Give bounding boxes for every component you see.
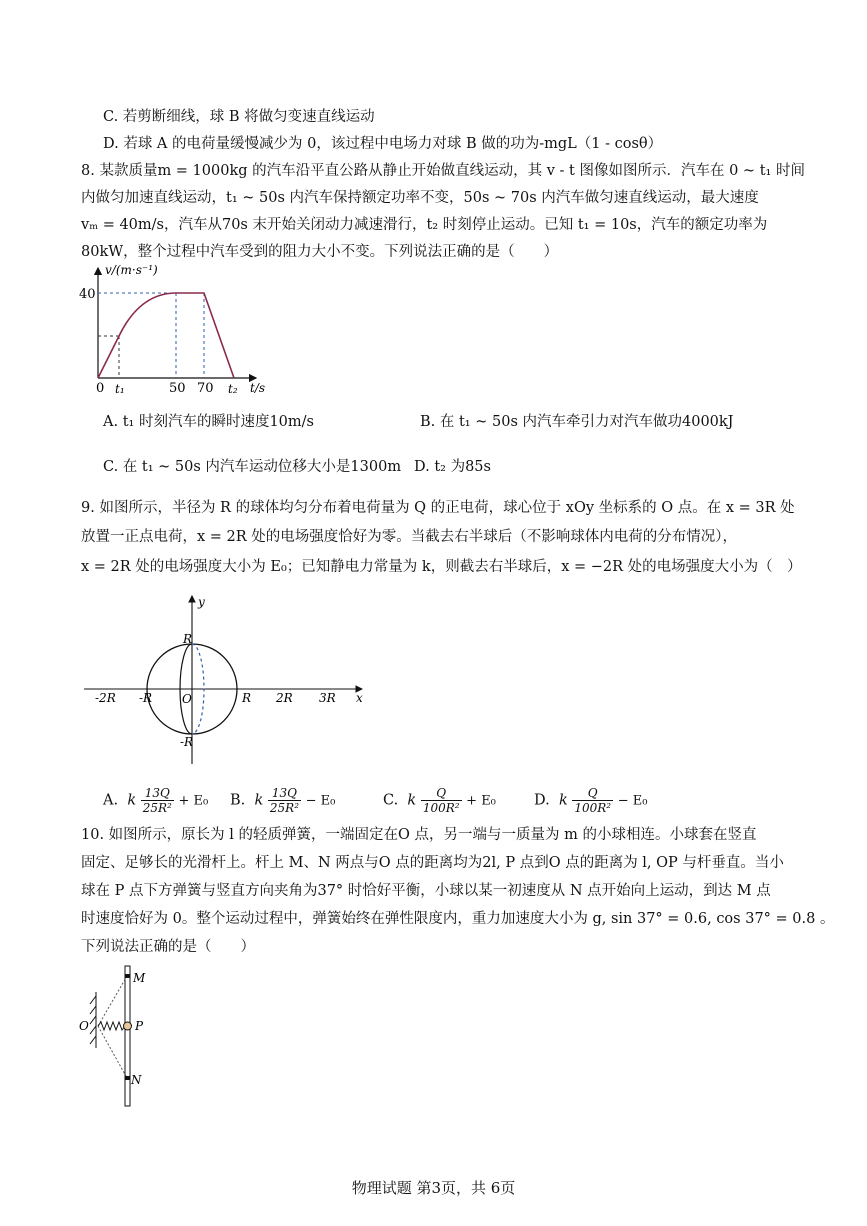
q9-option-c: C. k $\frac{Q}{\text{100R²}}$ + E₀ [383, 786, 496, 815]
q10-line-1: 10. 如图所示，原长为 l 的轻质弹簧，一端固定在O 点，另一端与一质量为 m 的小球相连。小球套在竖直 [81, 827, 757, 843]
q9-2r: 2R [276, 691, 293, 705]
prev-option-d: D. 若球 A 的电荷量缓慢减少为 0，该过程中电场力对球 B 做的功为-mgL（1 - cosθ） [103, 136, 663, 152]
prev-option-c: C. 若剪断细线，球 B 将做匀变速直线运动 [103, 109, 375, 125]
q10-label-o: O [79, 1019, 89, 1033]
q9-option-b: B. k $\frac{13Q}{\text{25R²}}$ − E₀ [230, 786, 336, 815]
q9-sphere-figure [80, 590, 370, 770]
q10-line-2: 固定、足够长的光滑杆上。杆上 M、N 两点与O 点的距离均为2l, P 点到O 点的距离为 l, OP 与杆垂直。当小 [81, 855, 784, 871]
q9-x-label: x [356, 691, 363, 705]
q8-vt-graph [78, 262, 288, 398]
q9-r-bottom: -R [180, 735, 194, 749]
q9-origin: O [182, 692, 192, 706]
q8-t1: t₁ [115, 382, 125, 396]
q9-minus-r: -R [139, 691, 153, 705]
q8-option-a: A. t₁ 时刻汽车的瞬时速度10m/s [103, 414, 314, 430]
q9-option-d: D. k $\frac{Q}{\text{100R²}}$ − E₀ [534, 786, 648, 815]
q8-option-d: D. t₂ 为85s [414, 459, 491, 475]
q9-3r: 3R [319, 691, 336, 705]
q8-xlabel: t/s [250, 381, 266, 395]
q10-line-3: 球在 P 点下方弹簧与竖直方向夹角为37° 时恰好平衡，小球以某一初速度从 N 点开始向上运动，到达 M 点 [81, 883, 771, 899]
q8-ylabel: v/(m·s⁻¹) [105, 263, 158, 277]
q8-line-2: 内做匀加速直线运动，t₁ ~ 50s 内汽车保持额定功率不变，50s ~ 70s 内汽车做匀速直线运动，最大速度 [81, 190, 759, 206]
q8-option-c: C. 在 t₁ ~ 50s 内汽车运动位移大小是1300m [103, 459, 402, 475]
q8-origin: 0 [96, 381, 105, 396]
q10-spring-figure [76, 962, 156, 1112]
q9-line-1: 9. 如图所示，半径为 R 的球体均匀分布着电荷量为 Q 的正电荷，球心位于 xOy 坐标系的 O 点。在 x = 3R 处 [81, 500, 795, 516]
page-footer: 物理试题 第3页，共 6页 [351, 1179, 516, 1197]
q8-line-4: 80kW，整个过程中汽车受到的阻力大小不变。下列说法正确的是（ ） [81, 244, 559, 260]
q10-label-n: N [131, 1073, 142, 1087]
q10-line-4: 时速度恰好为 0。整个运动过程中，弹簧始终在弹性限度内，重力加速度大小为 g, sin 37° = 0.6, cos 37° = 0.8 。 [81, 911, 835, 927]
q8-y40: 40 [79, 287, 96, 302]
q9-y-label: y [198, 595, 205, 609]
q8-t2: t₂ [228, 382, 238, 396]
q10-line-5: 下列说法正确的是（ ） [81, 939, 255, 955]
q9-line-3: x = 2R 处的电场强度大小为 E₀；已知静电力常量为 k，则截去右半球后，x = −2R 处的电场强度大小为（ ） [81, 559, 802, 575]
q8-vt-curve [98, 293, 234, 378]
q9-r-top: R [183, 632, 193, 646]
q8-line-1: 8. 某款质量m = 1000kg 的汽车沿平直公路从静止开始做直线运动，其 v - t 图像如图所示．汽车在 0 ~ t₁ 时间 [81, 163, 805, 179]
q8-option-b: B. 在 t₁ ~ 50s 内汽车牵引力对汽车做功4000kJ [420, 414, 734, 430]
q9-option-a: A. k $\frac{13Q}{\text{25R²}}$ + E₀ [103, 786, 209, 815]
q9-line-2: 放置一正点电荷，x = 2R 处的电场强度恰好为零。当截去右半球后（不影响球体内电荷的分布情况）， [81, 529, 738, 545]
q9-r: R [242, 691, 252, 705]
q10-label-p: P [135, 1019, 144, 1033]
q10-label-m: M [133, 971, 146, 985]
q9-minus-2r: -2R [95, 691, 116, 705]
q8-line-3: vₘ = 40m/s，汽车从70s 末开始关闭动力减速滑行，t₂ 时刻停止运动。已知 t₁ = 10s，汽车的额定功率为 [81, 217, 768, 233]
q8-x50: 50 [169, 381, 186, 396]
q8-x70: 70 [197, 381, 214, 396]
